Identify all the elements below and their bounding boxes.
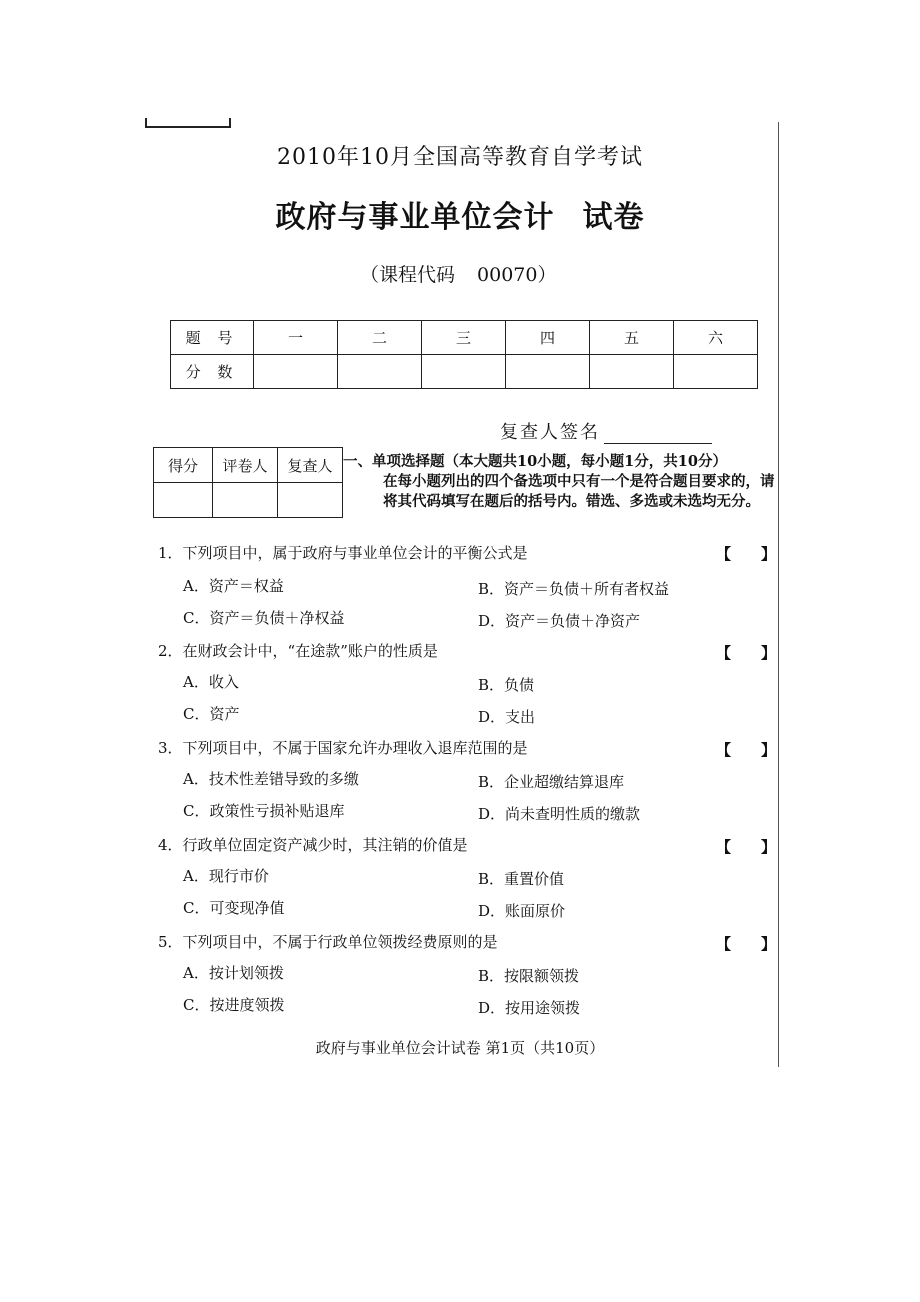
grade-cell[interactable] (278, 483, 343, 518)
paper-title-main: 政府与事业单位会计 (275, 200, 555, 235)
option-b: B．资产＝负债＋所有者权益 (478, 580, 670, 598)
answer-bracket[interactable] (716, 543, 776, 564)
option-b: B．重置价值 (478, 870, 565, 888)
grade-table-header-row (154, 448, 343, 483)
answer-bracket[interactable] (716, 642, 776, 663)
reviewer-label: 复查人签名 (500, 422, 600, 443)
score-cell[interactable] (422, 355, 506, 389)
option-c: C．资产 (183, 705, 240, 723)
score-cell[interactable] (254, 355, 338, 389)
grade-cell[interactable] (213, 483, 278, 518)
score-cell[interactable] (674, 355, 758, 389)
option-a: A．收入 (183, 673, 239, 691)
option-c: C．按进度领拨 (183, 996, 285, 1014)
score-table-row1-label: 题 号 (171, 321, 254, 355)
option-c: C．资产＝负债＋净权益 (183, 609, 345, 627)
answer-bracket[interactable] (716, 933, 776, 954)
option-b: B．按限额领拨 (478, 967, 580, 985)
option-a: A．按计划领拨 (183, 964, 284, 982)
section-description: 在每小题列出的四个备选项中只有一个是符合题目要求的，请将其代码填写在题后的括号内。错选、多选或未选均无分。 (383, 473, 775, 510)
score-table-row2-label: 分 数 (171, 355, 254, 389)
option-d: D．按用途领拨 (478, 999, 581, 1017)
option-d: D．支出 (478, 708, 536, 726)
grade-cell[interactable] (154, 483, 213, 518)
option-b: B．企业超缴结算退库 (478, 773, 625, 791)
course-code (360, 260, 556, 287)
option-c: C．可变现净值 (183, 899, 285, 917)
bracket-close: 】 (761, 545, 777, 563)
score-table-col: 三 (422, 321, 506, 355)
corner-mark (145, 118, 231, 128)
section-heading: 一、单项选择题（本大题共10小题，每小题1分，共10分） (343, 453, 727, 470)
option-a: A．技术性差错导致的多缴 (183, 770, 359, 788)
answer-bracket[interactable] (716, 836, 776, 857)
score-table (170, 320, 758, 389)
page-footer: 政府与事业单位会计试卷 第1页（共10页） (315, 1039, 605, 1057)
grade-header-score: 得分 (154, 448, 213, 483)
signature-line[interactable] (604, 425, 712, 444)
grade-table-input-row (154, 483, 343, 518)
option-d: D．账面原价 (478, 902, 566, 920)
exam-title: 2010年10月全国高等教育自学考试 (277, 145, 643, 170)
paper-title-suffix: 试卷 (582, 200, 645, 235)
grade-header-grader: 评卷人 (213, 448, 278, 483)
option-a: A．资产＝权益 (183, 577, 284, 595)
score-table-col: 六 (674, 321, 758, 355)
bracket-open: 【 (716, 935, 732, 953)
question-stem: 5．下列项目中，不属于行政单位领拨经费原则的是 (158, 933, 498, 951)
option-b: B．负债 (478, 676, 535, 694)
bracket-close: 】 (761, 935, 777, 953)
option-d: D．尚未查明性质的缴款 (478, 805, 641, 823)
bracket-close: 】 (761, 741, 777, 759)
option-d: D．资产＝负债＋净资产 (478, 612, 641, 630)
grade-table (153, 447, 343, 518)
score-table-score-row (171, 355, 758, 389)
option-c: C．政策性亏损补贴退库 (183, 802, 345, 820)
score-table-col: 四 (506, 321, 590, 355)
option-a: A．现行市价 (183, 867, 269, 885)
score-table-col: 二 (338, 321, 422, 355)
reviewer-signature (500, 418, 712, 444)
bracket-close: 】 (761, 838, 777, 856)
course-code-value: 00070） (477, 264, 557, 286)
grade-header-reviewer: 复查人 (278, 448, 343, 483)
bracket-open: 【 (716, 644, 732, 662)
bracket-open: 【 (716, 741, 732, 759)
score-cell[interactable] (590, 355, 674, 389)
binding-line (778, 122, 779, 1067)
bracket-open: 【 (716, 545, 732, 563)
question-stem: 4．行政单位固定资产减少时，其注销的价值是 (158, 836, 468, 854)
score-table-col: 一 (254, 321, 338, 355)
answer-bracket[interactable] (716, 739, 776, 760)
section-instructions (343, 452, 783, 512)
score-cell[interactable] (506, 355, 590, 389)
bracket-open: 【 (716, 838, 732, 856)
score-table-col: 五 (590, 321, 674, 355)
question-stem: 1．下列项目中，属于政府与事业单位会计的平衡公式是 (158, 544, 528, 562)
question-stem: 3．下列项目中，不属于国家允许办理收入退库范围的是 (158, 739, 528, 757)
paper-title (0, 192, 920, 236)
score-table-header-row (171, 321, 758, 355)
score-cell[interactable] (338, 355, 422, 389)
course-code-label: （课程代码 (360, 264, 456, 286)
bracket-close: 】 (761, 644, 777, 662)
question-stem: 2．在财政会计中，“在途款”账户的性质是 (158, 642, 438, 660)
